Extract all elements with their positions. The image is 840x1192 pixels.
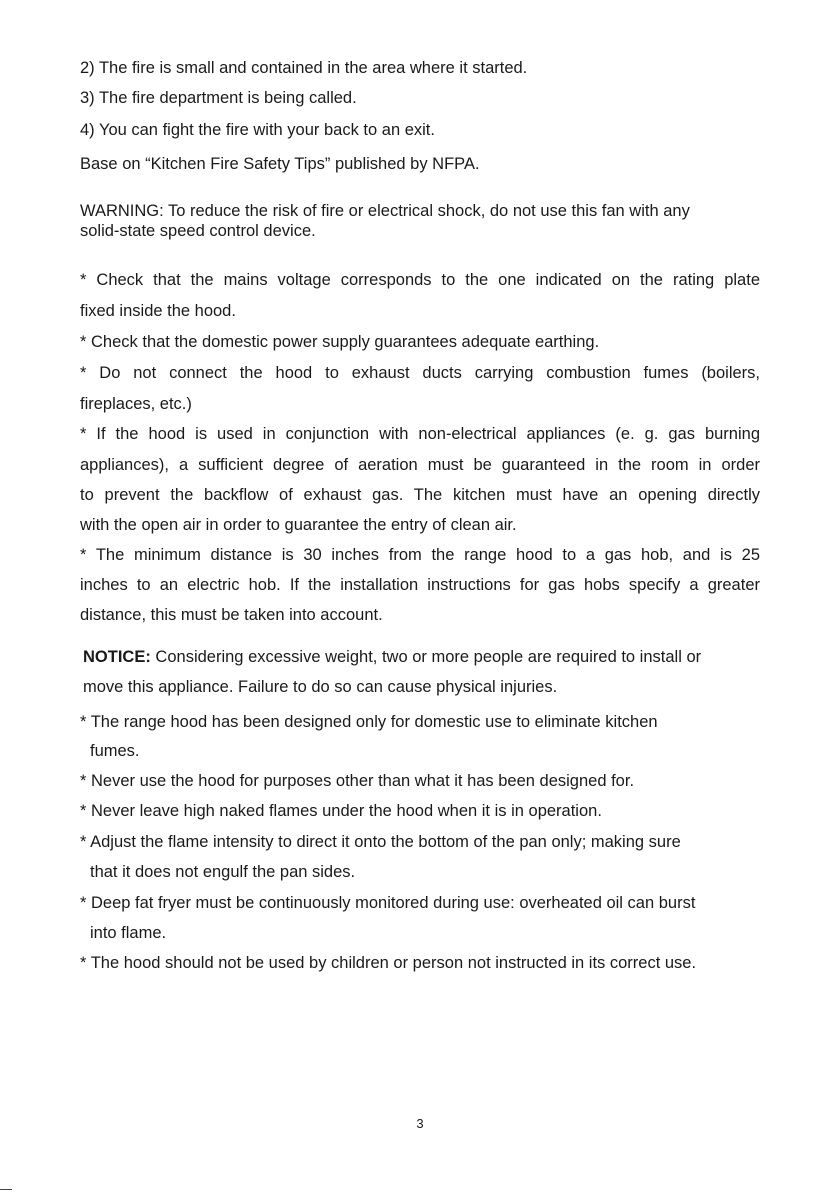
check-distance-line-1: * The minimum distance is 30 inches from the range hood to a gas hob, and is 25 xyxy=(80,546,760,564)
usage-fryer-line-2: into flame. xyxy=(90,924,167,942)
check-aeration-line-1: * If the hood is used in conjunction with non-electrical appliances (e. g. gas burning xyxy=(80,425,760,443)
check-ducts-line-2: fireplaces, etc.) xyxy=(80,395,192,413)
usage-flame-intensity-line-1: * Adjust the flame intensity to direct it onto the bottom of the pan only; making sure xyxy=(80,833,681,851)
check-aeration-line-2: appliances), a sufficient degree of aeration must be guaranteed in the room in order xyxy=(80,456,760,474)
check-distance-line-2: inches to an electric hob. If the installation instructions for gas hobs specify a greater xyxy=(80,576,760,594)
usage-domestic-line-1: * The range hood has been designed only for domestic use to eliminate kitchen xyxy=(80,713,658,731)
check-aeration-line-3: to prevent the backflow of exhaust gas. The kitchen must have an opening directly xyxy=(80,486,760,504)
usage-purpose-line-1: * Never use the hood for purposes other than what it has been designed for. xyxy=(80,772,635,790)
check-voltage-line-1: * Check that the mains voltage corresponds to the one indicated on the rating plate xyxy=(80,271,760,289)
check-earthing-line-1: * Check that the domestic power supply guarantees adequate earthing. xyxy=(80,333,600,351)
notice-line-1 xyxy=(83,647,763,667)
check-distance-line-3: distance, this must be taken into account. xyxy=(80,606,383,624)
condition-item: 4) You can fight the fire with your back to an exit. xyxy=(80,121,435,139)
check-ducts-line-1: * Do not connect the hood to exhaust ducts carrying combustion fumes (boilers, xyxy=(80,364,760,382)
usage-domestic-line-2: fumes. xyxy=(90,742,140,760)
edge-mark xyxy=(0,1189,12,1190)
notice-label: NOTICE: xyxy=(83,648,151,666)
usage-flame-intensity-line-2: that it does not engulf the pan sides. xyxy=(90,863,356,881)
warning-line-2: solid-state speed control device. xyxy=(80,222,316,240)
notice-text: Considering excessive weight, two or more people are required to install or xyxy=(150,648,702,666)
usage-flames-line-1: * Never leave high naked flames under the hood when it is in operation. xyxy=(80,802,602,820)
page-number: 3 xyxy=(416,1116,424,1131)
condition-item: 2) The fire is small and contained in the area where it started. xyxy=(80,59,528,77)
check-aeration-line-4: with the open air in order to guarantee the entry of clean air. xyxy=(80,516,517,534)
source-note: Base on “Kitchen Fire Safety Tips” published by NFPA. xyxy=(80,155,480,173)
usage-fryer-line-1: * Deep fat fryer must be continuously monitored during use: overheated oil can burst xyxy=(80,894,696,912)
condition-item: 3) The fire department is being called. xyxy=(80,89,357,107)
notice-line-2: move this appliance. Failure to do so can cause physical injuries. xyxy=(83,678,558,696)
warning-line-1: WARNING: To reduce the risk of fire or electrical shock, do not use this fan with any xyxy=(80,202,690,220)
usage-children-line-1: * The hood should not be used by children or person not instructed in its correct use. xyxy=(80,954,697,972)
check-voltage-line-2: fixed inside the hood. xyxy=(80,302,236,320)
